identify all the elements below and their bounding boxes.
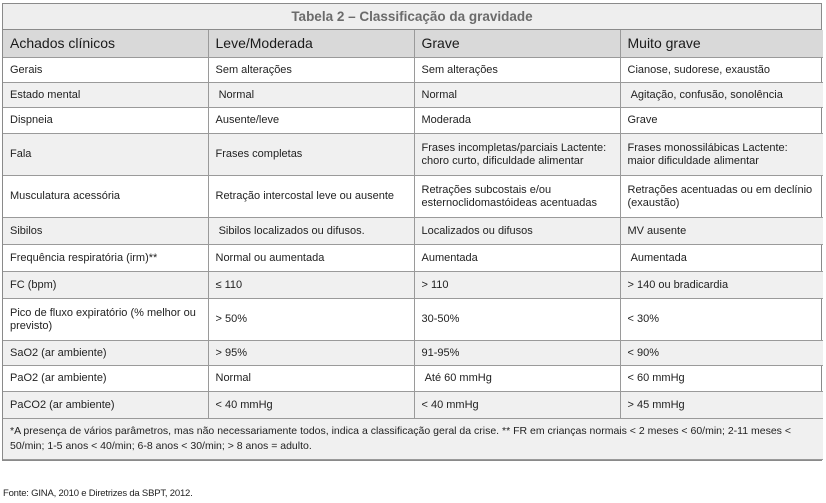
table-cell: Estado mental: [3, 83, 208, 108]
table-cell: Sem alterações: [208, 58, 414, 83]
table-cell: Retrações subcostais e/ou esternoclidomastóideas acentuadas: [414, 176, 620, 218]
table-cell: Até 60 mmHg: [414, 366, 620, 392]
table-row: [3, 272, 823, 299]
table-row: [3, 134, 823, 176]
table-cell: Dispneia: [3, 108, 208, 134]
table-row: [3, 245, 823, 272]
table-title: Tabela 2 – Classificação da gravidade: [3, 4, 821, 30]
table-cell: Sem alterações: [414, 58, 620, 83]
table-cell: Aumentada: [620, 245, 823, 272]
table-cell: PaCO2 (ar ambiente): [3, 392, 208, 419]
table-cell: Agitação, confusão, sonolência: [620, 83, 823, 108]
table-cell: MV ausente: [620, 218, 823, 245]
table-cell: Moderada: [414, 108, 620, 134]
header-cell-severe: Grave: [414, 30, 620, 58]
table-cell: Retração intercostal leve ou ausente: [208, 176, 414, 218]
table-cell: Sibilos: [3, 218, 208, 245]
table-row: [3, 218, 823, 245]
table-cell: Sibilos localizados ou difusos.: [208, 218, 414, 245]
table-cell: Grave: [620, 108, 823, 134]
table-cell: SaO2 (ar ambiente): [3, 341, 208, 366]
header-row: [3, 30, 823, 58]
header-cell-findings: Achados clínicos: [3, 30, 208, 58]
table-cell: < 40 mmHg: [208, 392, 414, 419]
table-cell: 91-95%: [414, 341, 620, 366]
table-row: [3, 108, 823, 134]
table-cell: Frases incompletas/parciais Lactente: choro curto, dificuldade alimentar: [414, 134, 620, 176]
table-cell: < 30%: [620, 299, 823, 341]
table-row: [3, 366, 823, 392]
table-cell: > 110: [414, 272, 620, 299]
table-cell: < 40 mmHg: [414, 392, 620, 419]
table-cell: > 95%: [208, 341, 414, 366]
severity-table: [2, 3, 822, 461]
table-cell: Gerais: [3, 58, 208, 83]
table-row: [3, 341, 823, 366]
table-cell: > 140 ou bradicardia: [620, 272, 823, 299]
table-footnote: *A presença de vários parâmetros, mas não necessariamente todos, indica a classificação geral da crise. ** FR em crianças normais < 2 meses < 60/min; 2-11 meses < 50/min; 1-5 anos < 40/min; 6-8 anos < 30/min; > 8 anos = adulto.: [3, 419, 823, 460]
footnote-row: [3, 419, 823, 460]
table-cell: Fala: [3, 134, 208, 176]
header-cell-mild-moderate: Leve/Moderada: [208, 30, 414, 58]
table-cell: Frases completas: [208, 134, 414, 176]
table-cell: Normal: [208, 366, 414, 392]
table-row: [3, 176, 823, 218]
table-cell: Normal: [208, 83, 414, 108]
table-cell: Ausente/leve: [208, 108, 414, 134]
table-cell: Musculatura acessória: [3, 176, 208, 218]
table-cell: Frases monossilábicas Lactente: maior dificuldade alimentar: [620, 134, 823, 176]
table-cell: < 60 mmHg: [620, 366, 823, 392]
table-cell: Normal: [414, 83, 620, 108]
table-row: [3, 299, 823, 341]
table-cell: < 90%: [620, 341, 823, 366]
table-cell: Localizados ou difusos: [414, 218, 620, 245]
table-cell: 30-50%: [414, 299, 620, 341]
table-row: [3, 83, 823, 108]
table-cell: Cianose, sudorese, exaustão: [620, 58, 823, 83]
table-cell: > 50%: [208, 299, 414, 341]
table-cell: PaO2 (ar ambiente): [3, 366, 208, 392]
header-cell-very-severe: Muito grave: [620, 30, 823, 58]
table-row: [3, 58, 823, 83]
table-cell: FC (bpm): [3, 272, 208, 299]
table-cell: Normal ou aumentada: [208, 245, 414, 272]
table-cell: ≤ 110: [208, 272, 414, 299]
classification-table: [3, 30, 823, 460]
table-cell: Pico de fluxo expiratório (% melhor ou previsto): [3, 299, 208, 341]
table-cell: Frequência respiratória (irm)**: [3, 245, 208, 272]
table-cell: Aumentada: [414, 245, 620, 272]
table-cell: Retrações acentuadas ou em declínio (exaustão): [620, 176, 823, 218]
source-note: Fonte: GINA, 2010 e Diretrizes da SBPT, 2012.: [3, 488, 193, 499]
table-row: [3, 392, 823, 419]
table-cell: > 45 mmHg: [620, 392, 823, 419]
